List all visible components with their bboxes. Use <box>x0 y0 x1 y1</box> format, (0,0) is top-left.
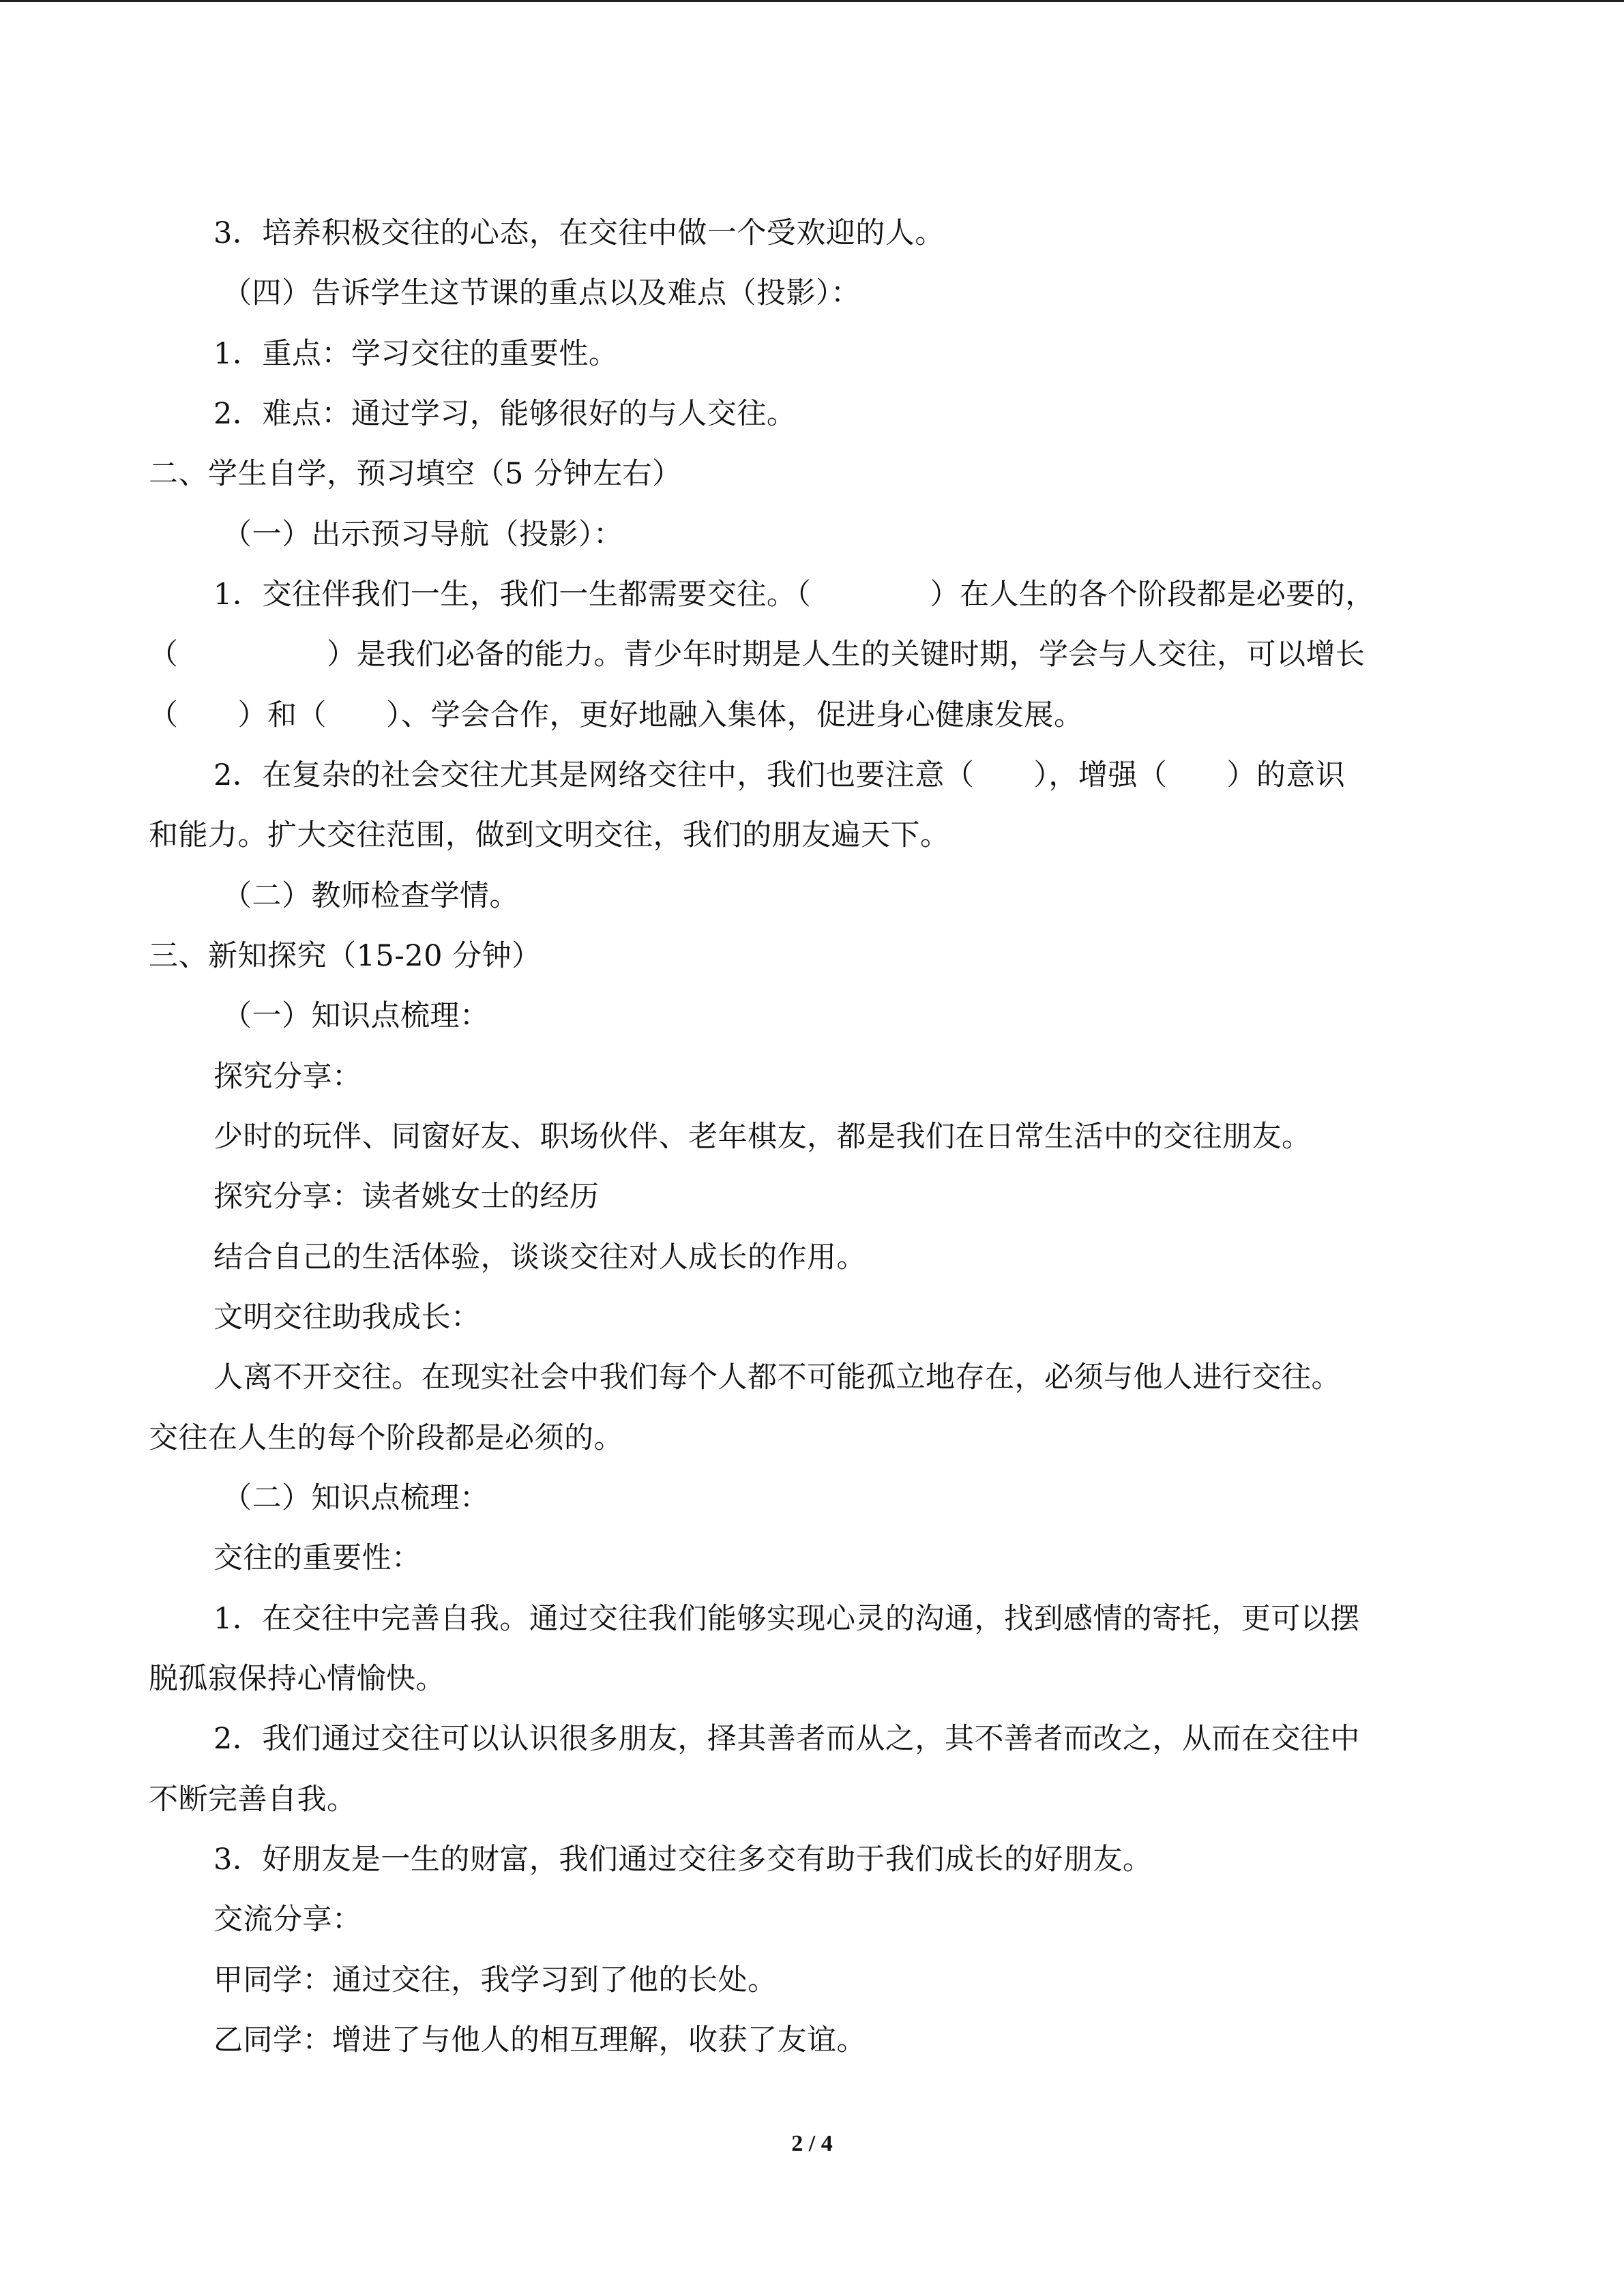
text-line: 交流分享： <box>213 1903 362 1937</box>
text-line: （二）知识点梳理： <box>222 1481 490 1515</box>
text-line: 人离不开交往。在现实社会中我们每个人都不可能孤立地存在，必须与他人进行交往。 <box>213 1360 1341 1395</box>
text-line: 甲同学：通过交往，我学习到了他的长处。 <box>213 1963 778 1997</box>
text-line: 3．好朋友是一生的财富，我们通过交往多交有助于我们成长的好朋友。 <box>213 1843 1153 1877</box>
text-line: 文明交往助我成长： <box>213 1300 481 1335</box>
text-line: 探究分享： <box>213 1060 362 1094</box>
text-line: 脱孤寂保持心情愉快。 <box>149 1662 445 1696</box>
section-heading: 二、学生自学，预习填空（5 分钟左右） <box>149 457 682 491</box>
text-line: 1．在交往中完善自我。通过交往我们能够实现心灵的沟通，找到感情的寄托，更可以摆 <box>213 1602 1360 1636</box>
text-line: 2．在复杂的社会交往尤其是网络交往中，我们也要注意（ ），增强（ ）的意识 <box>213 758 1346 792</box>
text-line: （二）教师检查学情。 <box>222 879 519 913</box>
text-line: 2．难点：通过学习，能够很好的与人交往。 <box>213 397 797 431</box>
text-line: 2．我们通过交往可以认识很多朋友，择其善者而从之，其不善者而改之，从而在交往中 <box>213 1722 1360 1756</box>
text-line: 不断完善自我。 <box>149 1783 357 1817</box>
text-line: 结合自己的生活体验，谈谈交往对人成长的作用。 <box>213 1240 866 1274</box>
page-number: 2 / 4 <box>791 2131 833 2156</box>
top-border <box>0 0 1624 2</box>
text-line: 探究分享：读者姚女士的经历 <box>213 1180 600 1214</box>
text-line: （四）告诉学生这节课的重点以及难点（投影）： <box>222 276 861 310</box>
text-line: （ ）是我们必备的能力。青少年时期是人生的关键时期，学会与人交往，可以增长 <box>149 638 1365 672</box>
text-line: 3．培养积极交往的心态，在交往中做一个受欢迎的人。 <box>213 216 945 250</box>
text-line: 1．重点：学习交往的重要性。 <box>213 337 619 371</box>
text-line: 1．交往伴我们一生，我们一生都需要交往。（ ）在人生的各个阶段都是必要的， <box>213 578 1375 612</box>
text-line: （ ）和（ ）、学会合作，更好地融入集体，促进身心健康发展。 <box>149 698 1084 732</box>
text-line: 和能力。扩大交往范围，做到文明交往，我们的朋友遍天下。 <box>149 818 950 852</box>
text-line: 少时的玩伴、同窗好友、职场伙伴、老年棋友，都是我们在日常生活中的交往朋友。 <box>213 1120 1312 1154</box>
text-line: （一）知识点梳理： <box>222 999 490 1033</box>
text-line: 乙同学：增进了与他人的相互理解，收获了友谊。 <box>213 2023 866 2057</box>
text-line: 交往的重要性： <box>213 1541 422 1575</box>
section-heading: 三、新知探究（15-20 分钟） <box>149 939 542 973</box>
text-line: 交往在人生的每个阶段都是必须的。 <box>149 1421 623 1455</box>
text-line: （一）出示预习导航（投影）： <box>222 518 623 552</box>
